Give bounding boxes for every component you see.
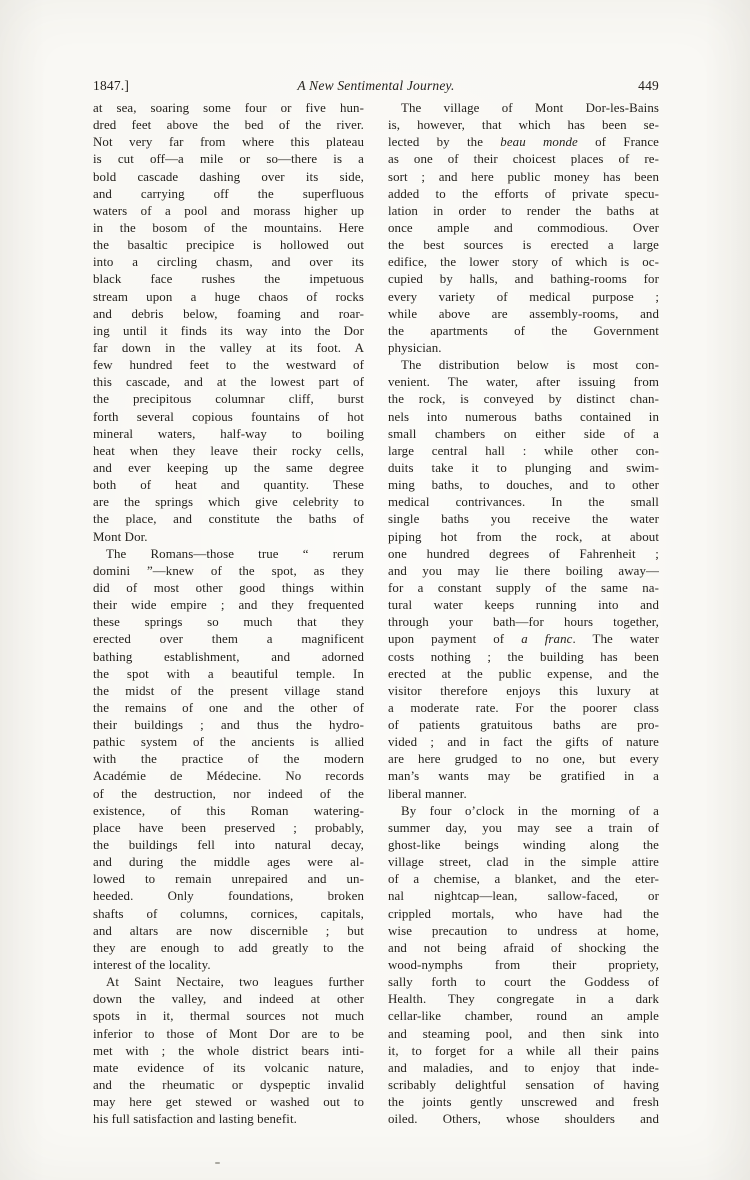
text-line: the joints gently unscrewed and fresh [388, 1095, 659, 1110]
text-line: At Saint Nectaire, two leagues further [106, 975, 364, 990]
text-line: for a constant supply of the same na- [388, 580, 659, 595]
text-line: while above are assembly-rooms, and [388, 306, 659, 321]
text-line: met with ; the whole district bears inti- [93, 1043, 364, 1058]
text-line: large central hall : while other con- [388, 443, 659, 458]
text-line: of the destruction, nor indeed of the [93, 786, 364, 801]
text-line: spots in it, thermal sources not much [93, 1009, 364, 1024]
text-line: The Romans—those true “ rerum [106, 546, 364, 561]
text-line: are here grudged to no one, but every [388, 752, 659, 767]
text-line: medical contrivances. In the small [388, 495, 659, 510]
text-line: bold cascade dashing over its side, [93, 169, 364, 184]
text-line: waters of a pool and morass higher up [93, 203, 364, 218]
text-line: Not very far from where this plateau [93, 135, 364, 150]
text-line: summer day, you may see a train of [388, 820, 659, 835]
text-line: village street, clad in the simple attire [388, 855, 659, 870]
text-line: cupied by halls, and bathing-rooms for [388, 272, 659, 287]
text-line: it, to forget for a while all their pains [388, 1043, 659, 1058]
text-line: the place, and constitute the baths of [93, 512, 364, 527]
text-line: heat when they leave their rocky cells, [93, 443, 364, 458]
text-line: small chambers on either side of a [388, 426, 659, 441]
text-line: place have been preserved ; probably, [93, 820, 364, 835]
text-line: the spot with a beautiful temple. In [93, 666, 364, 681]
text-line: and steaming pool, and then sink into [388, 1026, 659, 1041]
text-line: bathing establishment, and adorned [93, 649, 364, 664]
text-line: and debris below, foaming and roar- [93, 306, 364, 321]
text-line: nal nightcap—lean, sallow-faced, or [388, 889, 659, 904]
text-line: into a circling chasm, and over its [93, 255, 364, 270]
text-line: scribably delightful sensation of having [388, 1078, 659, 1093]
text-line: the midst of the present village stand [93, 683, 364, 698]
text-line: both of heat and quantity. These [93, 478, 364, 493]
text-line: sally forth to court the Goddess of [388, 975, 659, 990]
text-line: heeded. Only foundations, broken [93, 889, 364, 904]
text-line: once ample and commodious. Over [388, 220, 659, 235]
text-line: wise precaution to undress at home, [388, 923, 659, 938]
text-line: the precipitous columnar cliff, burst [93, 392, 364, 407]
page-number: 449 [638, 78, 659, 93]
text-line: crippled mortals, who have had the [388, 906, 659, 921]
text-line: are the springs which give celebrity to [93, 495, 364, 510]
text-line: cellar-like chamber, round an ample [388, 1009, 659, 1024]
page-header [93, 78, 659, 95]
text-line: single baths you receive the water [388, 512, 659, 527]
text-line: venient. The water, after issuing from [388, 375, 659, 390]
text-line: the apartments of the Government [388, 323, 659, 338]
text-line: dred feet above the bed of the river. [93, 118, 364, 133]
text-line: Health. They congregate in a dark [388, 992, 659, 1007]
text-line: is, however, that which has been se- [388, 118, 659, 133]
text-line: mate evidence of its volcanic nature, [93, 1060, 364, 1075]
text-line: down the valley, and indeed at other [93, 992, 364, 1007]
text-line: may here get stewed or washed out to [93, 1095, 364, 1110]
text-line: shafts of columns, cornices, capitals, [93, 906, 364, 921]
text-line: added to the efforts of private specu- [388, 186, 659, 201]
text-line: physician. [388, 340, 442, 355]
text-line: his full satisfaction and lasting benefit. [93, 1112, 297, 1127]
text-line: their buildings ; and thus the hydro- [93, 718, 364, 733]
text-line: ing until it finds its way into the Dor [93, 323, 364, 338]
text-line: The distribution below is most con- [401, 358, 659, 373]
text-line: and ever keeping up the same degree [93, 460, 364, 475]
text-line: these springs so much that they [93, 615, 364, 630]
text-columns [93, 100, 659, 1128]
text-line: interest of the locality. [93, 958, 211, 973]
text-line: the rock, is conveyed by distinct chan- [388, 392, 659, 407]
text-line: at sea, soaring some four or five hun- [93, 101, 364, 115]
text-line: one hundred degrees of Fahrenheit ; [388, 546, 659, 561]
text-line: costs nothing ; the building has been [388, 649, 659, 664]
text-line: few hundred feet to the westward of [93, 358, 364, 373]
text-line: Académie de Médecine. No records [93, 769, 364, 784]
text-line: duits take it to plunging and swim- [388, 460, 659, 475]
text-line: through your bath—for hours together, [388, 615, 659, 630]
text-line: tural water keeps running into and [388, 598, 659, 613]
text-line: of patients gratuitous baths are pro- [388, 718, 659, 733]
text-line: a moderate rate. For the poorer class [388, 700, 659, 715]
text-line: and you may lie there boiling away— [388, 563, 659, 578]
column-right [388, 100, 659, 1128]
text-line: the remains of one and the other of [93, 700, 364, 715]
text-line: lected by the beau monde of France [388, 135, 659, 150]
text-line: every variety of medical purpose ; [388, 289, 659, 304]
text-line: liberal manner. [388, 786, 467, 801]
text-line: forth several copious fountains of hot [93, 409, 364, 424]
text-line: and the rheumatic or dyspeptic invalid [93, 1078, 364, 1093]
text-line: of a chemise, a blanket, and the eter- [388, 872, 659, 887]
text-line: man’s wants may be gratified in a [388, 769, 659, 784]
text-line: and not being afraid of shocking the [388, 940, 659, 955]
text-line: lowed to remain unrepaired and un- [93, 872, 364, 887]
text-line: oiled. Others, whose shoulders and [388, 1112, 659, 1127]
text-line: ghost-like beings winding along the [388, 838, 659, 853]
text-line: their wide empire ; and they frequented [93, 598, 364, 613]
text-line: Mont Dor. [93, 529, 148, 544]
text-line: with the practice of the modern [93, 752, 364, 767]
text-line: and maladies, and to enjoy that inde- [388, 1060, 659, 1075]
text-line: wood-nymphs from their propriety, [388, 958, 659, 973]
text-line: ming baths, to douches, and to other [388, 478, 659, 493]
text-line: as one of their choicest places of re- [388, 152, 659, 167]
text-line: sort ; and here public money has been [388, 169, 659, 184]
text-line: inferior to those of Mont Dor are to be [93, 1026, 364, 1041]
text-line: in the bosom of the mountains. Here [93, 220, 364, 235]
text-line: the buildings fell into natural decay, [93, 838, 364, 853]
text-line: By four o’clock in the morning of a [401, 803, 659, 818]
text-line: mineral waters, half-way to boiling [93, 426, 364, 441]
text-line: edifice, the lower story of which is oc- [388, 255, 659, 270]
text-line: existence, of this Roman watering- [93, 803, 364, 818]
text-line: The village of Mont Dor-les-Bains [401, 101, 659, 115]
ink-speck [215, 1162, 220, 1164]
text-line: they are enough to add greatly to the [93, 940, 364, 955]
text-line: upon payment of a franc. The water [388, 632, 659, 647]
text-line: vided ; and in fact the gifts of nature [388, 735, 659, 750]
text-line: stream upon a huge chaos of rocks [93, 289, 364, 304]
text-line: pathic system of the ancients is allied [93, 735, 364, 750]
header-date: 1847.] [93, 78, 130, 93]
text-line: black face rushes the impetuous [93, 272, 364, 287]
text-line: the best sources is erected a large [388, 238, 659, 253]
text-line: did of most other good things within [93, 580, 364, 595]
text-line: this cascade, and at the lowest part of [93, 375, 364, 390]
text-line: and during the middle ages were al- [93, 855, 364, 870]
text-line: domini ”—knew of the spot, as they [93, 563, 364, 578]
text-line: piping hot from the rock, at about [388, 529, 659, 544]
text-line: nels into numerous baths contained in [388, 409, 659, 424]
text-line: erected at the public expense, and the [388, 666, 659, 681]
text-line: lation in order to render the baths at [388, 203, 659, 218]
text-line: and carrying off the superfluous [93, 186, 364, 201]
column-left [93, 100, 364, 1128]
text-line: and altars are now discernible ; but [93, 923, 364, 938]
text-line: erected over them a magnificent [93, 632, 364, 647]
text-line: the basaltic precipice is hollowed out [93, 238, 364, 253]
text-line: is cut off—a mile or so—there is a [93, 152, 364, 167]
text-line: far down in the valley at its foot. A [93, 340, 364, 355]
page-title: A New Sentimental Journey. [297, 78, 455, 93]
text-line: visitor therefore enjoys this luxury at [388, 683, 659, 698]
